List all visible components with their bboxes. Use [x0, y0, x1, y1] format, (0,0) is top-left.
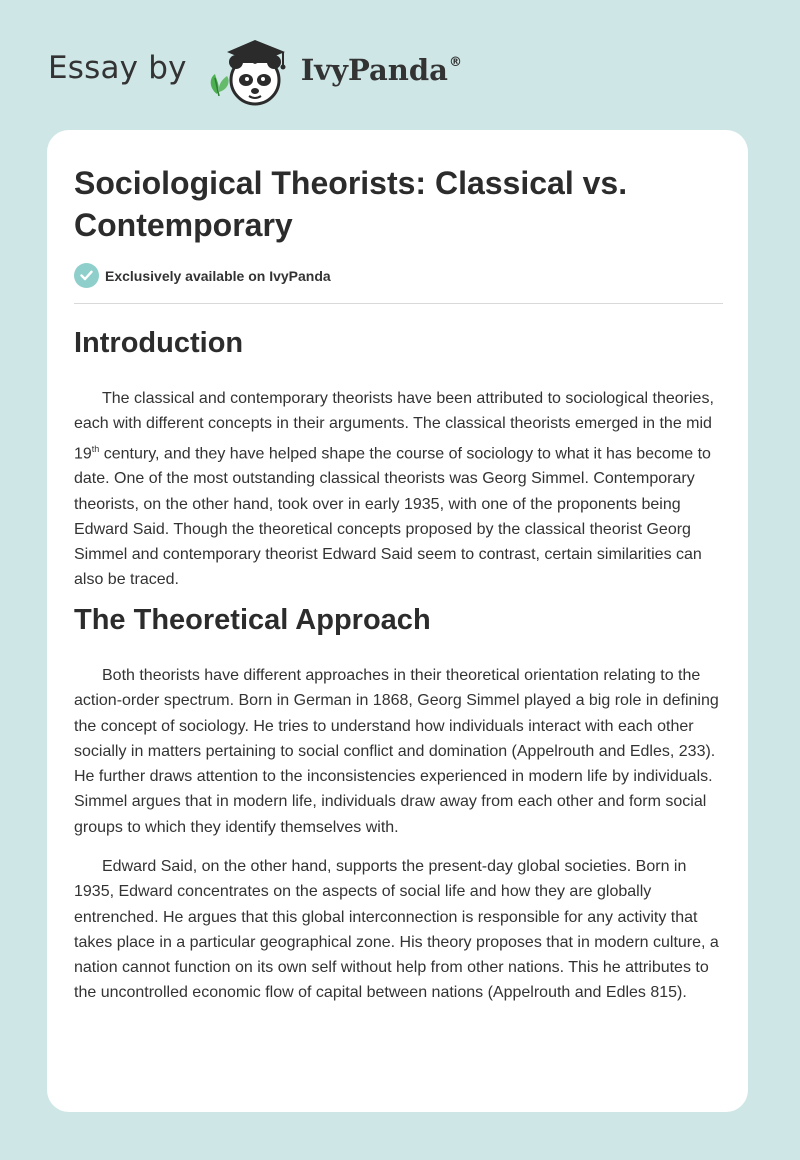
paragraph-text: The classical and contemporary theorists have been attributed to sociological theories, each with different concepts in their arguments. The classical theorists emerged in the mid 19: [74, 390, 714, 462]
leaf-icon: [210, 74, 228, 96]
check-icon: [74, 263, 99, 288]
paragraph-theoretical-approach-2: Edward Said, on the other hand, supports the present-day global societies. Born in 1935, Edward concentrates on the aspects of social life and how they are globally entrenched. He argues that this global interconnection is responsible for any activity that takes place in a particular geographical zone. His theory proposes that in modern culture, a nation cannot function on its own self without help from other nations. This he attributes to the uncontrolled economic flow of capital between nations (Appelrouth and Edles 815).: [74, 858, 719, 1002]
exclusive-label: Exclusively available on IvyPanda: [105, 267, 331, 284]
essay-by-label: Essay by: [48, 50, 187, 86]
brand-name[interactable]: [301, 53, 462, 87]
site-header: [48, 34, 462, 110]
paragraph-introduction: [74, 386, 726, 593]
title-divider: [74, 303, 723, 304]
panda-graduation-cap-icon[interactable]: [203, 34, 295, 110]
essay-title: Sociological Theorists: Classical vs. Contemporary: [74, 165, 628, 243]
registered-mark: ®: [448, 55, 462, 70]
section-heading-introduction: Introduction: [74, 327, 244, 359]
superscript-th: th: [91, 443, 100, 454]
section-heading-theoretical-approach: The Theoretical Approach: [74, 604, 431, 636]
brand-text: IvyPanda: [300, 53, 448, 87]
essay-card: [47, 130, 748, 1112]
paragraph-text: century, and they have helped shape the course of sociology to what it has become to date. One of the most outstanding classical theorists was Georg Simmel. Contemporary theorists, on the other hand, took over in early 1935, with one of the proponents being Edward Said. Though the theoretical concepts proposed by the classical theorist Georg Simmel and contemporary theorist Edward Said seem to contrast, certain similarities can also be traced.: [74, 444, 711, 589]
exclusive-badge: [74, 263, 331, 288]
paragraph-theoretical-approach-1: Both theorists have different approaches in their theoretical orientation relating to the action-order spectrum. Born in German in 1868, Georg Simmel played a big role in defining the concept of sociology. He tries to understand how individuals interact with each other socially in matters pertaining to social conflict and domination (Appelrouth and Edles, 233). He further draws attention to the inconsistencies experienced in modern life by individuals. Simmel argues that in modern life, individuals draw away from each other and form social groups to which they identify themselves with.: [74, 667, 719, 836]
